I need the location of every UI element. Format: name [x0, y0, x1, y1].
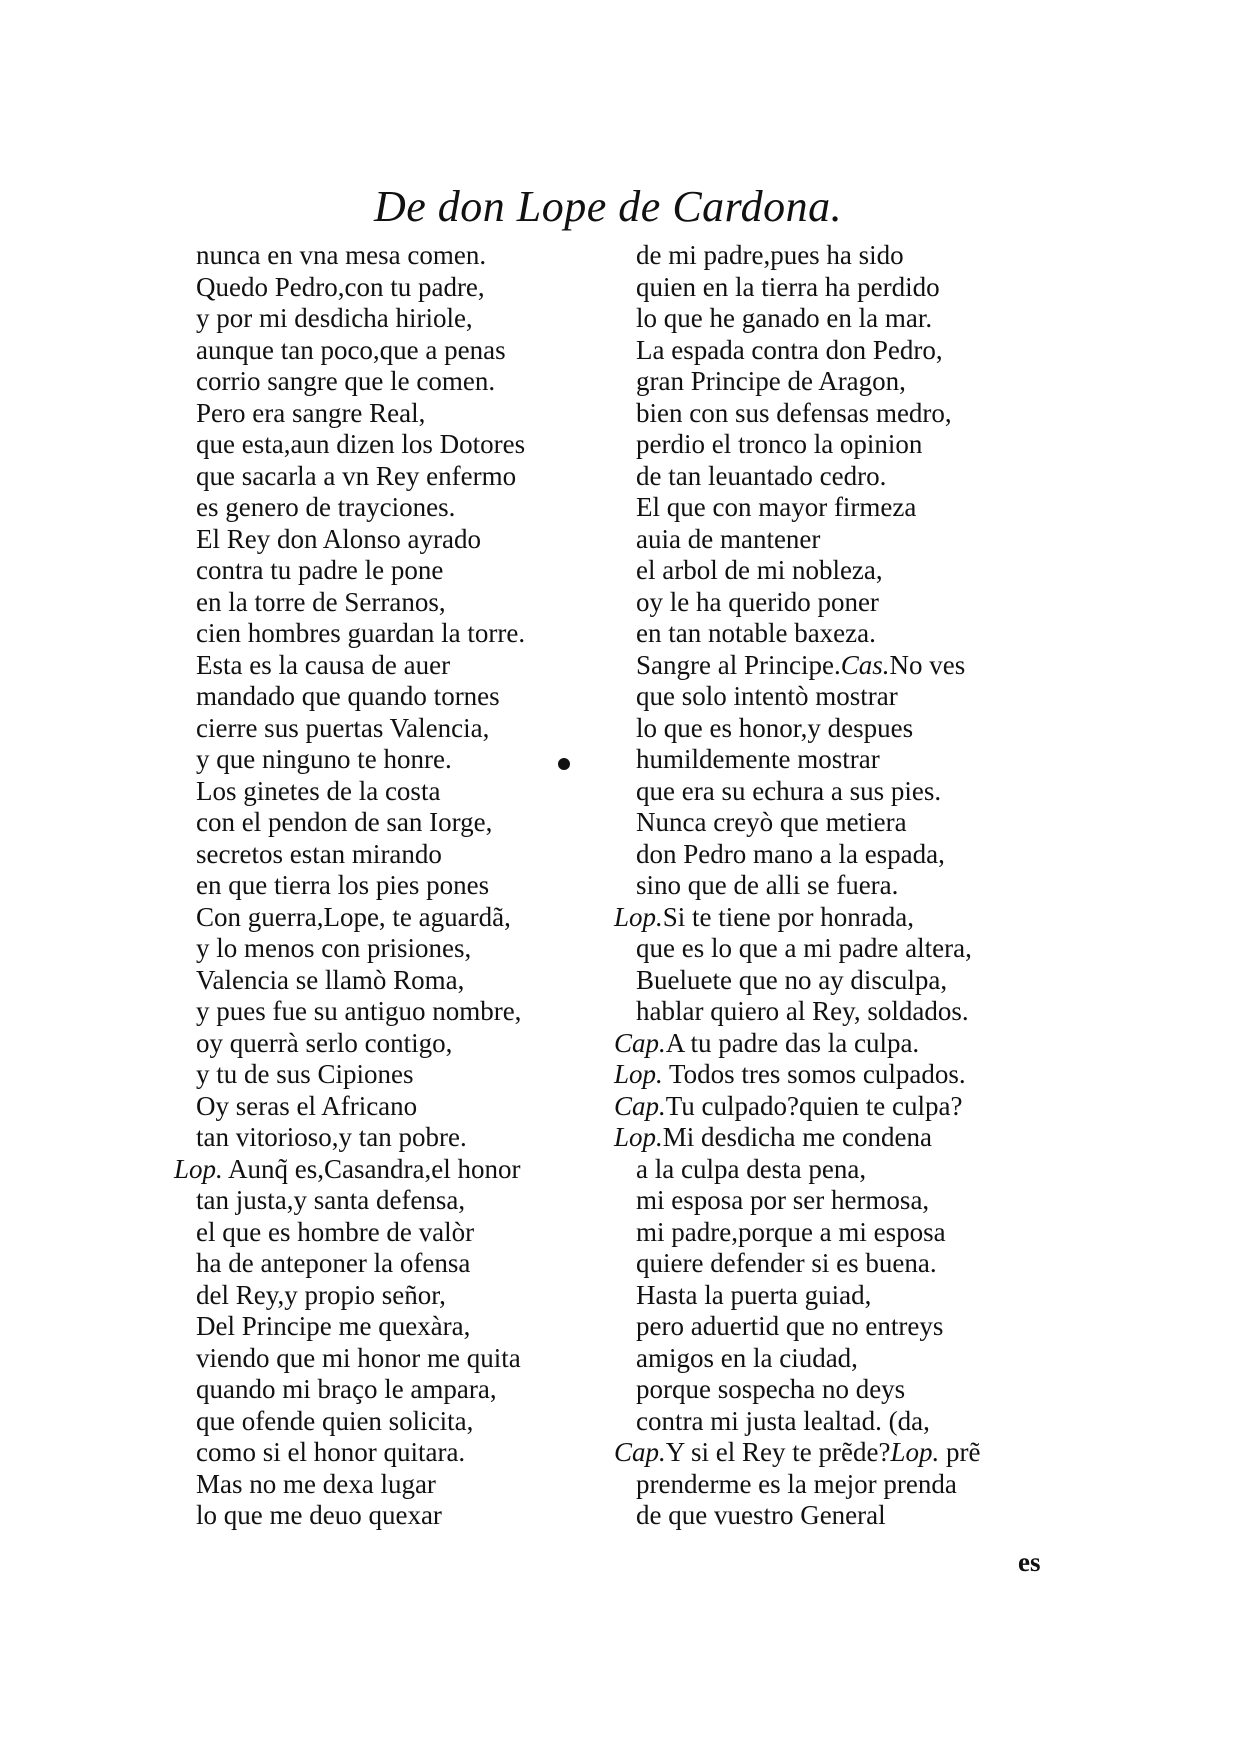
- speaker-label: Cap.: [614, 1027, 666, 1058]
- verse-line: [196, 1469, 616, 1501]
- verse-text: de que vuestro General: [636, 1500, 886, 1530]
- verse-line: [196, 1217, 616, 1249]
- speaker-label: Cap.: [614, 1437, 666, 1467]
- verse-line: [196, 713, 616, 745]
- verse-line: [636, 492, 1056, 524]
- verse-text: y lo menos con prisiones,: [196, 933, 472, 963]
- verse-text: Si te tiene por honrada,: [662, 901, 914, 932]
- verse-text: Bueluete que no ay disculpa,: [636, 964, 948, 995]
- verse-line: [196, 1122, 616, 1154]
- verse-text: sino que de alli se fuera.: [636, 870, 899, 900]
- verse-text: quando mi braço le ampara,: [196, 1374, 497, 1404]
- verse-text: Pero era sangre Real,: [196, 397, 426, 428]
- verse-text: que solo intentò mostrar: [636, 681, 898, 711]
- verse-text: el arbol de mi nobleza,: [636, 555, 883, 585]
- verse-line: [614, 1122, 1056, 1154]
- verse-text: Con guerra,Lope, te aguardã,: [196, 901, 511, 932]
- verse-line: [636, 839, 1056, 871]
- verse-line: [196, 335, 616, 367]
- verse-line: [196, 965, 616, 997]
- verse-text: humildemente mostrar: [636, 744, 880, 774]
- verse-text: cien hombres guardan la torre.: [196, 618, 526, 648]
- verse-text: perdio el tronco la opinion: [636, 429, 923, 459]
- verse-text: pero aduertid que no entreys: [636, 1311, 944, 1341]
- verse-text: nunca en vna mesa comen.: [196, 240, 487, 270]
- verse-text: Oy seras el Africano: [196, 1090, 418, 1121]
- verse-text: A tu padre das la culpa.: [665, 1027, 920, 1058]
- verse-text: Los ginetes de la costa: [196, 775, 441, 806]
- verse-line: [196, 1185, 616, 1217]
- verse-text: bien con sus defensas medro,: [636, 397, 952, 428]
- verse-text: oy querrà serlo contigo,: [196, 1027, 453, 1058]
- verse-text: Y si el Rey te prẽde?: [665, 1437, 891, 1467]
- verse-text: ha de anteponer la ofensa: [196, 1248, 471, 1278]
- verse-text: secretos estan mirando: [196, 838, 442, 869]
- verse-text: es genero de trayciones.: [196, 492, 456, 522]
- verse-text: porque sospecha no deys: [636, 1374, 906, 1404]
- verse-line: [614, 1091, 1056, 1123]
- verse-line: [636, 555, 1056, 587]
- verse-text: y tu de sus Cipiones: [196, 1059, 414, 1089]
- verse-line: [636, 965, 1056, 997]
- verse-line: [196, 870, 616, 902]
- verse-line: [636, 996, 1056, 1028]
- speaker-label: Lop.: [614, 1122, 663, 1152]
- verse-text: quien en la tierra ha perdido: [636, 271, 940, 302]
- verse-text: quiere defender si es buena.: [636, 1248, 937, 1278]
- verse-text: de tan leuantado cedro.: [636, 460, 887, 491]
- verse-text: No ves: [889, 649, 966, 680]
- verse-line: [636, 618, 1056, 650]
- verse-text: Quedo Pedro,con tu padre,: [196, 271, 485, 302]
- verse-text: que sacarla a vn Rey enfermo: [196, 460, 517, 491]
- verse-text: en la torre de Serranos,: [196, 586, 446, 617]
- verse-text: hablar quiero al Rey, soldados.: [636, 996, 969, 1026]
- verse-text: mi esposa por ser hermosa,: [636, 1185, 930, 1215]
- ink-spot: [558, 758, 570, 770]
- speaker-label: Lop.: [174, 1153, 223, 1184]
- verse-line: [636, 744, 1056, 776]
- verse-line: [614, 1028, 1056, 1060]
- verse-text: Mi desdicha me condena: [662, 1122, 932, 1152]
- verse-line: [636, 1154, 1056, 1186]
- verse-line: [196, 650, 616, 682]
- right-column: [614, 240, 1056, 1532]
- verse-line: [196, 398, 616, 430]
- verse-line: [196, 1028, 616, 1060]
- verse-line: [636, 240, 1056, 272]
- verse-line: [196, 524, 616, 556]
- verse-line: [196, 1406, 616, 1438]
- verse-line: [636, 461, 1056, 493]
- verse-text: lo que es honor,y despues: [636, 712, 914, 743]
- verse-text: lo que me deuo quexar: [196, 1500, 442, 1530]
- verse-text: La espada contra don Pedro,: [636, 334, 943, 365]
- verse-line: [196, 1280, 616, 1312]
- verse-line: [196, 555, 616, 587]
- verse-line: [636, 1217, 1056, 1249]
- verse-line: [196, 681, 616, 713]
- catchword: es: [1018, 1547, 1041, 1577]
- verse-line: [636, 366, 1056, 398]
- verse-text: Aunq̃ es,Casandra,el honor: [222, 1153, 521, 1184]
- verse-line: [196, 366, 616, 398]
- verse-text: en tan notable baxeza.: [636, 618, 876, 648]
- verse-line: [196, 933, 616, 965]
- verse-line: [636, 713, 1056, 745]
- verse-text: gran Principe de Aragon,: [636, 366, 906, 396]
- verse-line: [636, 524, 1056, 556]
- verse-text: Nunca creyò que metiera: [636, 807, 907, 837]
- verse-text: con el pendon de san Iorge,: [196, 807, 493, 837]
- verse-line: [174, 1154, 616, 1186]
- verse-text: y que ninguno te honre.: [196, 744, 452, 774]
- verse-line: [636, 587, 1056, 619]
- running-title: De don Lope de Cardona.: [374, 182, 843, 231]
- verse-line: [636, 398, 1056, 430]
- verse-line: [196, 1059, 616, 1091]
- verse-text: y por mi desdicha hiriole,: [196, 303, 473, 333]
- verse-text: corrio sangre que le comen.: [196, 366, 496, 396]
- verse-line: [196, 492, 616, 524]
- verse-line: [196, 618, 616, 650]
- speaker-label: Lop.: [614, 901, 663, 932]
- verse-line: [636, 1374, 1056, 1406]
- verse-line: [636, 1500, 1056, 1532]
- verse-line: [196, 1311, 616, 1343]
- verse-line: [196, 902, 616, 934]
- verse-text: tan vitorioso,y tan pobre.: [196, 1122, 467, 1152]
- verse-line: [196, 807, 616, 839]
- verse-line: [614, 1437, 1056, 1469]
- verse-text: prẽ: [939, 1437, 981, 1467]
- verse-text: mandado que quando tornes: [196, 681, 500, 711]
- verse-text: auia de mantener: [636, 523, 821, 554]
- verse-text: que esta,aun dizen los Dotores: [196, 429, 526, 459]
- verse-text: de mi padre,pues ha sido: [636, 240, 904, 270]
- verse-text: oy le ha querido poner: [636, 586, 879, 617]
- verse-line: [636, 1406, 1056, 1438]
- speaker-label: Lop.: [890, 1437, 940, 1467]
- verse-line: [636, 1469, 1056, 1501]
- verse-line: [636, 1248, 1056, 1280]
- verse-text: que ofende quien solicita,: [196, 1405, 474, 1436]
- speaker-label: Lop.: [614, 1059, 663, 1089]
- verse-text: Tu culpado?quien te culpa?: [665, 1090, 963, 1121]
- verse-text: cierre sus puertas Valencia,: [196, 712, 490, 743]
- verse-text: aunque tan poco,que a penas: [196, 334, 506, 365]
- verse-line: [196, 272, 616, 304]
- verse-text: el que es hombre de valòr: [196, 1216, 475, 1247]
- verse-text: amigos en la ciudad,: [636, 1342, 858, 1373]
- verse-text: contra tu padre le pone: [196, 555, 444, 585]
- verse-line: [196, 303, 616, 335]
- verse-line: [196, 240, 616, 272]
- verse-line: [196, 776, 616, 808]
- verse-text: a la culpa desta pena,: [636, 1153, 867, 1184]
- verse-text: mi padre,porque a mi esposa: [636, 1216, 946, 1247]
- verse-text: Hasta la puerta guiad,: [636, 1279, 872, 1310]
- verse-text: que es lo que a mi padre altera,: [636, 933, 972, 963]
- verse-line: [636, 1185, 1056, 1217]
- verse-text: tan justa,y santa defensa,: [196, 1185, 466, 1215]
- verse-line: [196, 587, 616, 619]
- verse-line: [636, 1311, 1056, 1343]
- verse-line: [636, 776, 1056, 808]
- verse-line: [196, 1500, 616, 1532]
- verse-line: [636, 870, 1056, 902]
- verse-text: Sangre al Principe.: [636, 649, 841, 680]
- verse-text: en que tierra los pies pones: [196, 870, 490, 900]
- verse-text: como si el honor quitara.: [196, 1437, 466, 1467]
- verse-text: don Pedro mano a la espada,: [636, 838, 945, 869]
- verse-text: Mas no me dexa lugar: [196, 1468, 436, 1499]
- verse-text: El Rey don Alonso ayrado: [196, 523, 481, 554]
- verse-line: [196, 1248, 616, 1280]
- verse-line: [196, 1091, 616, 1123]
- verse-line: [636, 429, 1056, 461]
- verse-text: Del Principe me quexàra,: [196, 1311, 471, 1341]
- verse-text: contra mi justa lealtad. (da,: [636, 1405, 930, 1436]
- verse-text: viendo que mi honor me quita: [196, 1342, 521, 1373]
- verse-text: Todos tres somos culpados.: [662, 1059, 966, 1089]
- verse-text: que era su echura a sus pies.: [636, 775, 942, 806]
- verse-line: [196, 461, 616, 493]
- verse-line: [196, 1343, 616, 1375]
- verse-line: [196, 429, 616, 461]
- verse-line: [636, 1280, 1056, 1312]
- verse-text: del Rey,y propio señor,: [196, 1279, 446, 1310]
- verse-line: [636, 650, 1056, 682]
- verse-line: [196, 996, 616, 1028]
- verse-text: lo que he ganado en la mar.: [636, 303, 933, 333]
- verse-line: [636, 807, 1056, 839]
- verse-text: prenderme es la mejor prenda: [636, 1468, 957, 1499]
- verse-line: [196, 744, 616, 776]
- verse-text: Valencia se llamò Roma,: [196, 964, 465, 995]
- verse-line: [196, 1437, 616, 1469]
- verse-line: [636, 933, 1056, 965]
- verse-line: [196, 839, 616, 871]
- verse-text: El que con mayor firmeza: [636, 492, 917, 522]
- verse-line: [636, 272, 1056, 304]
- verse-line: [636, 1343, 1056, 1375]
- speaker-label: Cap.: [614, 1090, 666, 1121]
- verse-line: [636, 303, 1056, 335]
- verse-line: [614, 902, 1056, 934]
- verse-line: [636, 681, 1056, 713]
- verse-line: [196, 1374, 616, 1406]
- verse-line: [614, 1059, 1056, 1091]
- verse-text: Esta es la causa de auer: [196, 649, 451, 680]
- verse-line: [636, 335, 1056, 367]
- speaker-label: Cas.: [840, 649, 890, 680]
- verse-text: y pues fue su antiguo nombre,: [196, 996, 522, 1026]
- left-column: [174, 240, 616, 1532]
